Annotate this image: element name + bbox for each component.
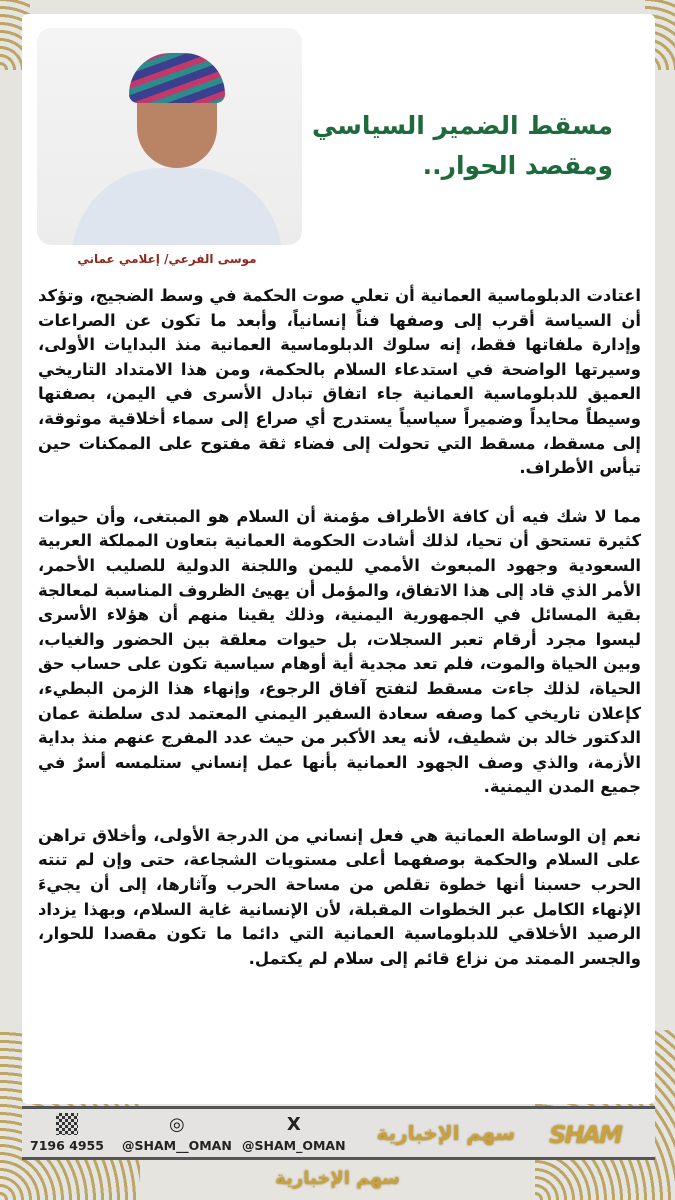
qr-code-icon — [56, 1113, 78, 1135]
instagram-icon: ◎ — [169, 1114, 185, 1135]
title-line-2: ومقصد الحوار.. — [422, 151, 613, 180]
title-line-1: مسقط الضمير السياسي — [311, 111, 613, 140]
brand-name: سهم الإخبارية — [376, 1121, 515, 1145]
phone-number: 7196 4955 — [30, 1138, 104, 1153]
bottom-brand-name: سهم الإخبارية — [275, 1168, 400, 1189]
phone-contact — [30, 1113, 104, 1153]
article-card — [22, 14, 655, 1104]
sham-logo: SHAM — [549, 1121, 621, 1149]
article-body — [38, 284, 641, 995]
instagram-link[interactable] — [122, 1115, 232, 1153]
paragraph: نعم إن الوساطة العمانية هي فعل إنساني من الدرجة الأولى، وأخلاق تراهن على السلام والحكمة بوصفهما أعلى مستويات الشجاعة، حتى وإن لم تنته الحرب حسبنا أنها خطوة تقلص من مساحة الحرب وآثارها، إلى أن يجيءَ الإنهاء الكامل عبر الخطوات المقبلة، لأن الإنسانية غاية السلام، وبهذا يزداد الرصيد الأخلاقي للدبلوماسية العمانية التي دائما ما تكون مقصدا للحوار، والجسر الممتد من نزاع قائم إلى سلام لم يكتمل. — [38, 825, 641, 968]
instagram-handle: @SHAM__OMAN — [122, 1138, 232, 1153]
article-title — [312, 106, 613, 186]
footer-bar — [22, 1106, 655, 1160]
paragraph: مما لا شك فيه أن كافة الأطراف مؤمنة أن السلام هو المبتغى، وأن حيوات كثيرة تستحق أن تحيا، لذلك أشادت الحكومة العمانية بتعاون المملكة العربية السعودية وجهود المبعوث الأممي لليمن واللجنة الدولية للصليب الأحمر، الأمر الذي قاد إلى هذا الاتفاق، والمؤمل أن يهيئ الظروف المناسبة لمعالجة بقية المسائل في الجمهورية اليمنية، وذلك يقينا منهم أن هؤلاء الأسرى ليسوا مجرد أرقام تعبر السجلات، بل حيوات معلقة بين الحضور والغياب، وبين الحياة والموت، فلم تعد مجدية أية أوهام سياسية تكون على حساب حق الحياة، لذلك جاءت مسقط لتفتح آفاق الرجوع، وإنهاء هذا الزمن البطيء، كإعلان تاريخي كما وصفه سعادة السفير اليمني المعتمد لدى سلطنة عمان الدكتور خالد بن شطيف، لأنه يعد الأكبر من حيث عدد المفرج عنهم منذ بداية الأزمة، والذي وصف الجهود العمانية بأنها عمل إنساني ستلمسه أسرٌ في جميع المدن اليمنية. — [38, 506, 641, 797]
paragraph: اعتادت الدبلوماسية العمانية أن تعلي صوت الحكمة في وسط الضجيج، وتؤكد أن السياسة أقرب إلى وصفها فناً إنسانياً، وأبعد ما تكون عن الصراعات وإدارة ملفاتها فقط، إنه سلوك الدبلوماسية العمانية منذ البدايات الأولى، وسيرتها الواضحة في استدعاء السلام بالحكمة، ومن هذا الامتداد التاريخي العميق للدبلوماسية العمانية جاء اتفاق تبادل الأسرى في اليمن، بصفتها وسيطاً محايداً وضميراً سياسياً يستدرج أي صراع إلى سماء أخلاقية موثوقة، إلى مسقط، مسقط التي تحولت إلى فضاء ثقة مفتوح على الممكنات حين تيأس الأطراف. — [38, 286, 641, 478]
x-handle: @SHAM_OMAN — [242, 1138, 346, 1153]
x-link[interactable] — [242, 1115, 346, 1153]
x-icon: X — [286, 1114, 301, 1135]
author-photo — [37, 28, 302, 245]
author-byline: موسى الفرعي/ إعلامي عماني — [77, 252, 257, 266]
